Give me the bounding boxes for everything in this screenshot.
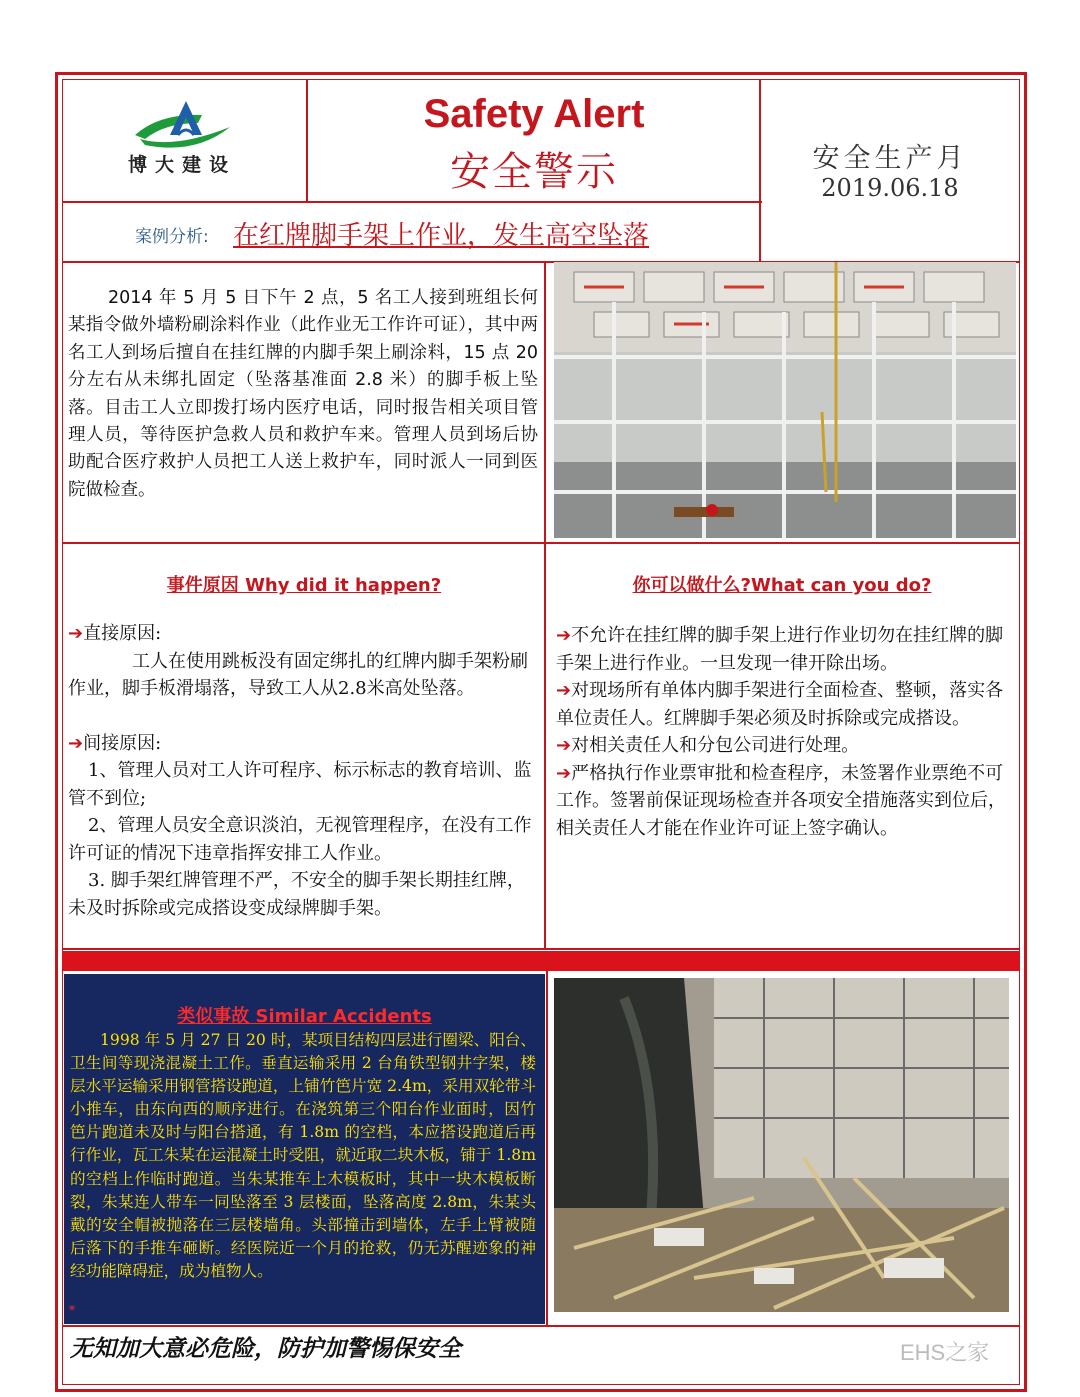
case-label: 案例分析: <box>135 227 209 247</box>
alert-date: 2019.06.18 <box>821 174 959 202</box>
direct-cause-text: 工人在使用跳板没有固定绑扎的红牌内脚手架粉刷作业，脚手板滑塌落，导致工人从2.8米高处坠落。 <box>68 650 528 699</box>
action-item: 对现场所有单体内脚手架进行全面检查、整顿，落实各单位责任人。红牌脚手架必须及时拆除或完成搭设。 <box>556 680 1004 729</box>
indirect-cause-label: 间接原因: <box>83 732 162 754</box>
why-body <box>68 620 536 922</box>
indirect-cause-item: 2、管理人员安全意识淡泊，无视管理程序，在没有工作许可证的情况下违章指挥安排工人作业。 <box>68 815 532 864</box>
incident-story: 2014 年 5 月 5 日下午 2 点，5 名工人接到班组长何某指令做外墙粉刷涂料作业（此作业无工作许可证），其中两名工人到场后擅自在挂红牌的内脚手架上刷涂料，15 点 20 分左右从未绑扎固定（坠落基准面 2.8 米）的脚手板上坠落。目击工人立即拨打场内医疗电话，同时报告相关项目管理人员，等待医护急救人员和救护车来。管理人员到场后协助配合医疗救护人员把工人送上救护车，同时派人一同到医院做检查。 <box>68 288 538 500</box>
action-item: 对相关责任人和分包公司进行处理。 <box>571 735 860 756</box>
divider <box>759 79 761 263</box>
what-heading: 你可以做什么?What can you do? <box>632 575 932 596</box>
collapse-photo <box>554 978 1009 1312</box>
divider <box>62 542 1020 544</box>
direct-cause-label: 直接原因: <box>83 623 162 644</box>
company-name: 博大建设 <box>128 154 237 176</box>
safety-month-label: 安全生产月 <box>812 143 968 174</box>
safety-slogan: 无知加大意必危险，防护加警惕保安全 <box>70 1336 461 1362</box>
title-english: Safety Alert <box>423 92 645 136</box>
what-body <box>556 622 1006 842</box>
arrow-icon: ➔ <box>556 735 572 756</box>
divider <box>544 261 546 950</box>
divider <box>62 948 1020 950</box>
similar-note-star: * <box>69 1303 75 1317</box>
arrow-icon: ➔ <box>556 625 572 646</box>
title-chinese: 安全警示 <box>450 149 618 195</box>
indirect-cause-item: 1、管理人员对工人许可程序、标示标志的教育培训、监管不到位; <box>68 760 532 809</box>
action-item: 不允许在挂红牌的脚手架上进行作业切勿在挂红牌的脚手架上进行作业。一旦发现一律开除出场。 <box>556 625 1004 674</box>
divider <box>62 1325 1020 1327</box>
divider <box>62 201 762 203</box>
divider <box>306 79 308 203</box>
why-heading: 事件原因 Why did it happen? <box>166 575 442 596</box>
red-band <box>62 951 1020 971</box>
arrow-icon: ➔ <box>556 680 572 701</box>
arrow-icon: ➔ <box>556 762 572 784</box>
case-title: 在红牌脚手架上作业，发生高空坠落 <box>233 221 650 251</box>
action-item: 严格执行作业票审批和检查程序，未签署作业票绝不可工作。签署前保证现场检查并各项安全措施落实到位后，相关责任人才能在作业许可证上签字确认。 <box>556 762 1006 839</box>
indirect-cause-item: 3. 脚手架红牌管理不严，不安全的脚手架长期挂红牌，未及时拆除或完成搭设变成绿牌脚手架。 <box>68 870 525 919</box>
arrow-icon: ➔ <box>68 732 84 754</box>
watermark: EHS之家 <box>900 1340 990 1365</box>
similar-heading: 类似事故 Similar Accidents <box>177 1006 432 1027</box>
divider <box>546 971 548 1326</box>
similar-text: 1998 年 5 月 27 日 20 时，某项目结构四层进行圈梁、阳台、卫生间等现浇混凝土工作。垂直运输采用 2 台角铁型钢井字架，楼层水平运输采用钢管搭设跑道，上铺竹笆片宽 2.4m，采用双轮带斗小推车，由东向西的顺序进行。在浇筑第三个阳台作业面时，因竹笆片跑道未及时与阳台搭通，有 1.8m 的空档，本应搭设跑道后再行作业，瓦工朱某在运混凝土时受阻，就近取二块木板，铺于 1.8m 的空档上作临时跑道。当朱某推车上木模板时，其中一块木模板断裂，朱某连人带车一同坠落至 3 层楼面，坠落高度 2.8m，朱某头戴的安全帽被抛落在三层楼墙角。头部撞击到墙体，左手上臂被随后落下的手推车砸断。经医院近一个月的抢救，仍无苏醒迹象的神经功能障碍症，成为植物人。 <box>70 1031 536 1280</box>
scaffold-photo <box>554 262 1016 538</box>
arrow-icon: ➔ <box>68 623 84 644</box>
